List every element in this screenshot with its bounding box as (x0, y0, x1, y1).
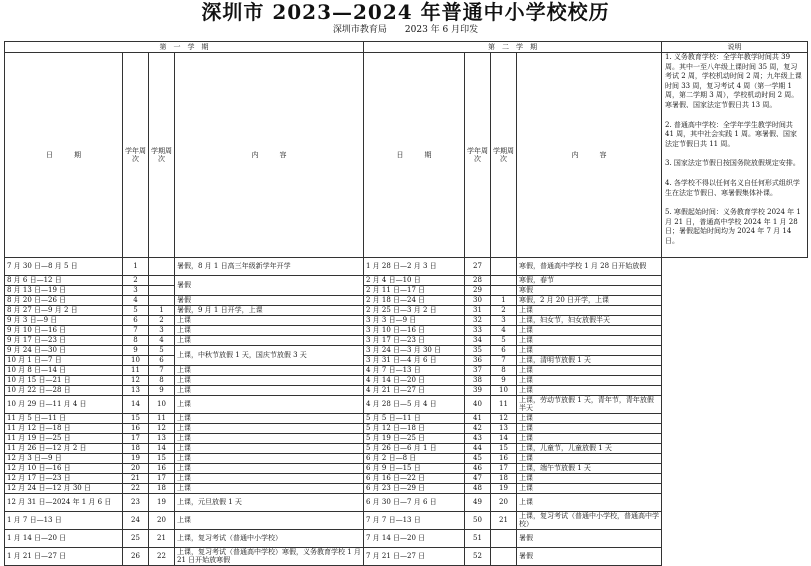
date-cell: 11 月 12 日—18 日 (5, 423, 123, 433)
week-term-cell: 19 (491, 483, 517, 493)
week-term-cell: 16 (491, 453, 517, 463)
week-year-cell: 30 (465, 295, 491, 305)
date-cell: 11 月 5 日—11 日 (5, 413, 123, 423)
note-2: 2. 普通高中学校：全学年学生教学时间共 41 周，其中社会实践 1 周。寒暑假、国家法定节假日共 11 周。 (665, 120, 798, 148)
content-cell: 上课，清明节放假 1 天 (517, 355, 662, 365)
week-year-cell: 12 (123, 375, 149, 385)
content-cell: 上课 (175, 385, 364, 395)
note-1: 1. 义务教育学校：全学年教学时间共 39 周。其中一至八年级上课时间 35 周，复习考试 2 周，学校机动时间 2 周；九年级上课时间 33 周，复习考试 4 周（第一学期 1 周，第二学期 3 周），学校机动时间 2 周。寒暑假、国家法定节假日共 13 周。 (665, 53, 802, 109)
week-year-cell: 34 (465, 335, 491, 345)
week-term-cell: 17 (491, 463, 517, 473)
date-cell: 7 月 21 日—27 日 (364, 547, 465, 565)
week-term-cell: 10 (491, 385, 517, 395)
date-cell: 2 月 18 日—24 日 (364, 295, 465, 305)
week-term-cell: 19 (149, 493, 175, 511)
week-term-cell: 14 (149, 443, 175, 453)
date-cell: 10 月 1 日—7 日 (5, 355, 123, 365)
week-year-cell: 8 (123, 335, 149, 345)
content-cell: 上课 (175, 473, 364, 483)
content-cell: 上课 (175, 325, 364, 335)
date-cell: 10 月 29 日—11 月 4 日 (5, 395, 123, 413)
col-content-1: 内 容 (175, 53, 364, 258)
week-year-cell: 39 (465, 385, 491, 395)
week-year-cell: 47 (465, 473, 491, 483)
content-cell: 上课 (175, 443, 364, 453)
note-4: 4. 各学校不得以任何名义自任何形式组织学生在法定节假日、寒暑假集体补课。 (665, 178, 800, 197)
date-cell: 6 月 2 日—8 日 (364, 453, 465, 463)
table-row (5, 365, 808, 375)
week-year-cell: 19 (123, 453, 149, 463)
week-year-cell: 43 (465, 433, 491, 443)
week-year-cell: 38 (465, 375, 491, 385)
content-cell: 上课，妇女节，妇女放假半天 (517, 315, 662, 325)
week-term-cell: 9 (491, 375, 517, 385)
week-year-cell: 52 (465, 547, 491, 565)
week-term-cell: 20 (491, 493, 517, 511)
date-cell: 12 月 17 日—23 日 (5, 473, 123, 483)
week-year-cell: 18 (123, 443, 149, 453)
week-year-cell: 10 (123, 355, 149, 365)
week-year-cell: 1 (123, 257, 149, 275)
content-cell: 上课 (517, 413, 662, 423)
week-year-cell: 23 (123, 493, 149, 511)
content-cell: 上课 (517, 335, 662, 345)
week-term-cell (491, 285, 517, 295)
week-term-cell: 4 (491, 325, 517, 335)
table-row (5, 295, 808, 305)
week-term-cell: 8 (149, 375, 175, 385)
week-year-cell: 4 (123, 295, 149, 305)
content-cell: 暑假 (175, 295, 364, 305)
table-row (5, 375, 808, 385)
date-cell: 9 月 3 日—9 日 (5, 315, 123, 325)
date-cell: 7 月 7 日—13 日 (364, 511, 465, 529)
col-week-term-1: 学期周次 (149, 53, 175, 258)
week-year-cell: 49 (465, 493, 491, 511)
week-term-cell: 11 (149, 413, 175, 423)
date-cell: 9 月 24 日—30 日 (5, 345, 123, 355)
date-cell: 4 月 28 日—5 月 4 日 (364, 395, 465, 413)
week-year-cell: 31 (465, 305, 491, 315)
col-week-term-2: 学期周次 (491, 53, 517, 258)
date-cell: 1 月 14 日—20 日 (5, 529, 123, 547)
week-term-cell: 1 (491, 295, 517, 305)
col-date-1: 日 期 (5, 53, 123, 258)
week-term-cell (149, 257, 175, 275)
week-term-cell: 2 (149, 315, 175, 325)
week-term-cell: 4 (149, 335, 175, 345)
content-cell: 上课 (175, 511, 364, 529)
week-term-cell: 12 (491, 413, 517, 423)
week-term-cell: 14 (491, 433, 517, 443)
table-row (5, 433, 808, 443)
date-cell: 11 月 26 日—12 月 2 日 (5, 443, 123, 453)
date-cell: 1 月 21 日—27 日 (5, 547, 123, 565)
content-cell: 暑假 (175, 275, 364, 295)
note-5: 5. 寒假起始时间：义务教育学校 2024 年 1 月 21 日，普通高中学校 2024 年 1 月 28 日；暑假起始时间均为 2024 年 7 月 14 日。 (665, 208, 801, 245)
week-year-cell: 25 (123, 529, 149, 547)
table-row (5, 511, 808, 529)
week-term-cell: 12 (149, 423, 175, 433)
date-cell: 7 月 30 日—8 月 5 日 (5, 257, 123, 275)
week-term-cell: 20 (149, 511, 175, 529)
content-cell: 寒假，春节 (517, 275, 662, 285)
date-cell: 9 月 17 日—23 日 (5, 335, 123, 345)
content-cell: 上课 (517, 433, 662, 443)
week-term-cell: 21 (491, 511, 517, 529)
content-cell: 上课 (175, 335, 364, 345)
notes-header: 说明 (662, 42, 808, 53)
date-cell: 12 月 31 日—2024 年 1 月 6 日 (5, 493, 123, 511)
date-cell: 8 月 13 日—19 日 (5, 285, 123, 295)
table-row (5, 305, 808, 315)
date-cell: 9 月 10 日—16 日 (5, 325, 123, 335)
week-year-cell: 36 (465, 355, 491, 365)
content-cell: 上课 (517, 473, 662, 483)
week-year-cell: 46 (465, 463, 491, 473)
table-row (5, 423, 808, 433)
date-cell: 5 月 26 日—6 月 1 日 (364, 443, 465, 453)
week-year-cell: 32 (465, 315, 491, 325)
content-cell: 上课 (517, 375, 662, 385)
week-term-cell: 21 (149, 529, 175, 547)
date-cell: 1 月 7 日—13 日 (5, 511, 123, 529)
week-term-cell: 16 (149, 463, 175, 473)
table-row (5, 483, 808, 493)
table-row (5, 345, 808, 355)
content-cell: 上课 (175, 395, 364, 413)
content-cell: 上课 (517, 483, 662, 493)
week-year-cell: 29 (465, 285, 491, 295)
content-cell: 上课 (175, 423, 364, 433)
week-term-cell: 15 (149, 453, 175, 463)
col-week-year-1: 学年周次 (123, 53, 149, 258)
week-year-cell: 45 (465, 453, 491, 463)
content-cell: 暑假 (517, 529, 662, 547)
date-cell: 10 月 8 日—14 日 (5, 365, 123, 375)
week-year-cell: 7 (123, 325, 149, 335)
week-year-cell: 27 (465, 257, 491, 275)
content-cell: 暑假，8 月 1 日高三年级新学年开学 (175, 257, 364, 275)
date-cell: 4 月 21 日—27 日 (364, 385, 465, 395)
week-term-cell: 7 (491, 355, 517, 365)
content-cell: 上课 (517, 365, 662, 375)
date-cell: 1 月 28 日—2 月 3 日 (364, 257, 465, 275)
week-year-cell: 50 (465, 511, 491, 529)
week-year-cell: 9 (123, 345, 149, 355)
date-cell: 2 月 11 日—17 日 (364, 285, 465, 295)
table-row (5, 413, 808, 423)
week-term-cell (491, 529, 517, 547)
table-row (5, 463, 808, 473)
week-term-cell (491, 275, 517, 285)
date-cell: 5 月 19 日—25 日 (364, 433, 465, 443)
week-year-cell: 11 (123, 365, 149, 375)
content-cell: 上课，儿童节，儿童放假 1 天 (517, 443, 662, 453)
week-term-cell: 8 (491, 365, 517, 375)
date-cell: 8 月 20 日—26 日 (5, 295, 123, 305)
content-cell: 寒假 (517, 285, 662, 295)
week-term-cell: 13 (491, 423, 517, 433)
week-year-cell: 5 (123, 305, 149, 315)
week-term-cell: 7 (149, 365, 175, 375)
date-cell: 7 月 14 日—20 日 (364, 529, 465, 547)
week-term-cell: 15 (491, 443, 517, 453)
note-3: 3. 国家法定节假日按国务院放假规定安排。 (665, 159, 800, 168)
table-row (5, 395, 808, 413)
week-year-cell: 42 (465, 423, 491, 433)
week-year-cell: 35 (465, 345, 491, 355)
content-cell: 暑假，9 月 1 日开学，上课 (175, 305, 364, 315)
week-term-cell: 3 (149, 325, 175, 335)
week-year-cell: 44 (465, 443, 491, 453)
content-cell: 上课 (175, 315, 364, 325)
content-cell: 上课 (175, 453, 364, 463)
week-year-cell: 28 (465, 275, 491, 285)
col-date-2: 日 期 (364, 53, 465, 258)
page-subtitle: 深圳市教育局 2023 年 6 月印发 (332, 25, 479, 35)
content-cell: 上课 (517, 493, 662, 511)
date-cell: 8 月 27 日—9 月 2 日 (5, 305, 123, 315)
week-year-cell: 2 (123, 275, 149, 285)
week-term-cell: 22 (149, 547, 175, 565)
date-cell: 2 月 25 日—3 月 2 日 (364, 305, 465, 315)
semester-1-header: 第 一 学 期 (5, 42, 364, 53)
date-cell: 6 月 30 日—7 月 6 日 (364, 493, 465, 511)
date-cell: 12 月 10 日—16 日 (5, 463, 123, 473)
content-cell: 上课 (175, 463, 364, 473)
content-cell: 上课 (175, 483, 364, 493)
content-cell: 上课，劳动节放假 1 天，青年节，青年放假半天 (517, 395, 662, 413)
date-cell: 5 月 5 日—11 日 (364, 413, 465, 423)
table-row (5, 275, 808, 285)
week-year-cell: 13 (123, 385, 149, 395)
week-term-cell: 17 (149, 473, 175, 483)
date-cell: 3 月 31 日—4 月 6 日 (364, 355, 465, 365)
week-term-cell (149, 295, 175, 305)
week-year-cell: 17 (123, 433, 149, 443)
table-row (5, 315, 808, 325)
week-year-cell: 20 (123, 463, 149, 473)
week-term-cell: 18 (491, 473, 517, 483)
week-term-cell: 13 (149, 433, 175, 443)
week-term-cell (491, 547, 517, 565)
table-row (5, 529, 808, 547)
week-year-cell: 16 (123, 423, 149, 433)
col-content-2: 内 容 (517, 53, 662, 258)
content-cell: 上课，复习考试（普通高中学校）寒假，义务教育学校 1 月 21 日开始放寒假 (175, 547, 364, 565)
date-cell: 11 月 19 日—25 日 (5, 433, 123, 443)
table-row (5, 257, 808, 275)
table-row (5, 355, 808, 365)
notes-cell (662, 53, 808, 258)
table-row (5, 493, 808, 511)
week-year-cell: 22 (123, 483, 149, 493)
week-year-cell: 41 (465, 413, 491, 423)
week-term-cell (149, 275, 175, 285)
date-cell: 3 月 24 日—3 月 30 日 (364, 345, 465, 355)
col-week-year-2: 学年周次 (465, 53, 491, 258)
week-year-cell: 15 (123, 413, 149, 423)
content-cell: 上课 (175, 365, 364, 375)
date-cell: 6 月 16 日—22 日 (364, 473, 465, 483)
week-term-cell: 1 (149, 305, 175, 315)
content-cell: 寒假，普通高中学校 1 月 28 日开始放假 (517, 257, 662, 275)
content-cell: 上课，复习考试（普通中小学校，普通高中学校） (517, 511, 662, 529)
week-year-cell: 51 (465, 529, 491, 547)
table-row (5, 453, 808, 463)
date-cell: 3 月 3 日—9 日 (364, 315, 465, 325)
week-term-cell (491, 257, 517, 275)
week-year-cell: 37 (465, 365, 491, 375)
content-cell: 上课 (175, 375, 364, 385)
week-term-cell: 5 (491, 335, 517, 345)
content-cell: 上课 (517, 385, 662, 395)
date-cell: 8 月 6 日—12 日 (5, 275, 123, 285)
content-cell: 寒假，2 月 20 日开学，上课 (517, 295, 662, 305)
table-row (5, 285, 808, 295)
week-year-cell: 6 (123, 315, 149, 325)
page-title: 深圳市 2023—2024 年普通中小学校校历 (201, 0, 610, 24)
table-row (5, 325, 808, 335)
table-row (5, 443, 808, 453)
date-cell: 4 月 7 日—13 日 (364, 365, 465, 375)
content-cell: 上课，端午节放假 1 天 (517, 463, 662, 473)
week-year-cell: 33 (465, 325, 491, 335)
week-term-cell: 6 (149, 355, 175, 365)
week-year-cell: 40 (465, 395, 491, 413)
content-cell: 上课，复习考试（普通中小学校） (175, 529, 364, 547)
week-term-cell: 3 (491, 315, 517, 325)
date-cell: 5 月 12 日—18 日 (364, 423, 465, 433)
content-cell: 上课 (175, 433, 364, 443)
calendar-table (4, 41, 808, 566)
date-cell: 10 月 15 日—21 日 (5, 375, 123, 385)
content-cell: 上课 (517, 453, 662, 463)
date-cell: 2 月 4 日—10 日 (364, 275, 465, 285)
week-year-cell: 3 (123, 285, 149, 295)
week-term-cell: 5 (149, 345, 175, 355)
week-term-cell: 2 (491, 305, 517, 315)
week-year-cell: 21 (123, 473, 149, 483)
week-term-cell: 6 (491, 345, 517, 355)
date-cell: 12 月 24 日—12 月 30 日 (5, 483, 123, 493)
date-cell: 6 月 9 日—15 日 (364, 463, 465, 473)
date-cell: 10 月 22 日—28 日 (5, 385, 123, 395)
table-row (5, 385, 808, 395)
content-cell: 上课 (517, 423, 662, 433)
content-cell: 上课 (175, 413, 364, 423)
date-cell: 12 月 3 日—9 日 (5, 453, 123, 463)
date-cell: 3 月 17 日—23 日 (364, 335, 465, 345)
week-term-cell (149, 285, 175, 295)
table-row (5, 547, 808, 565)
table-row (5, 335, 808, 345)
week-year-cell: 26 (123, 547, 149, 565)
week-term-cell: 18 (149, 483, 175, 493)
week-term-cell: 10 (149, 395, 175, 413)
date-cell: 6 月 23 日—29 日 (364, 483, 465, 493)
semester-2-header: 第 二 学 期 (364, 42, 662, 53)
date-cell: 3 月 10 日—16 日 (364, 325, 465, 335)
content-cell: 上课，元旦放假 1 天 (175, 493, 364, 511)
week-term-cell: 9 (149, 385, 175, 395)
table-row (5, 473, 808, 483)
week-year-cell: 24 (123, 511, 149, 529)
content-cell: 上课 (517, 325, 662, 335)
week-year-cell: 48 (465, 483, 491, 493)
content-cell: 上课 (517, 305, 662, 315)
content-cell: 上课，中秋节放假 1 天，国庆节放假 3 天 (175, 345, 364, 365)
week-term-cell: 11 (491, 395, 517, 413)
date-cell: 4 月 14 日—20 日 (364, 375, 465, 385)
week-year-cell: 14 (123, 395, 149, 413)
content-cell: 暑假 (517, 547, 662, 565)
content-cell: 上课 (517, 345, 662, 355)
